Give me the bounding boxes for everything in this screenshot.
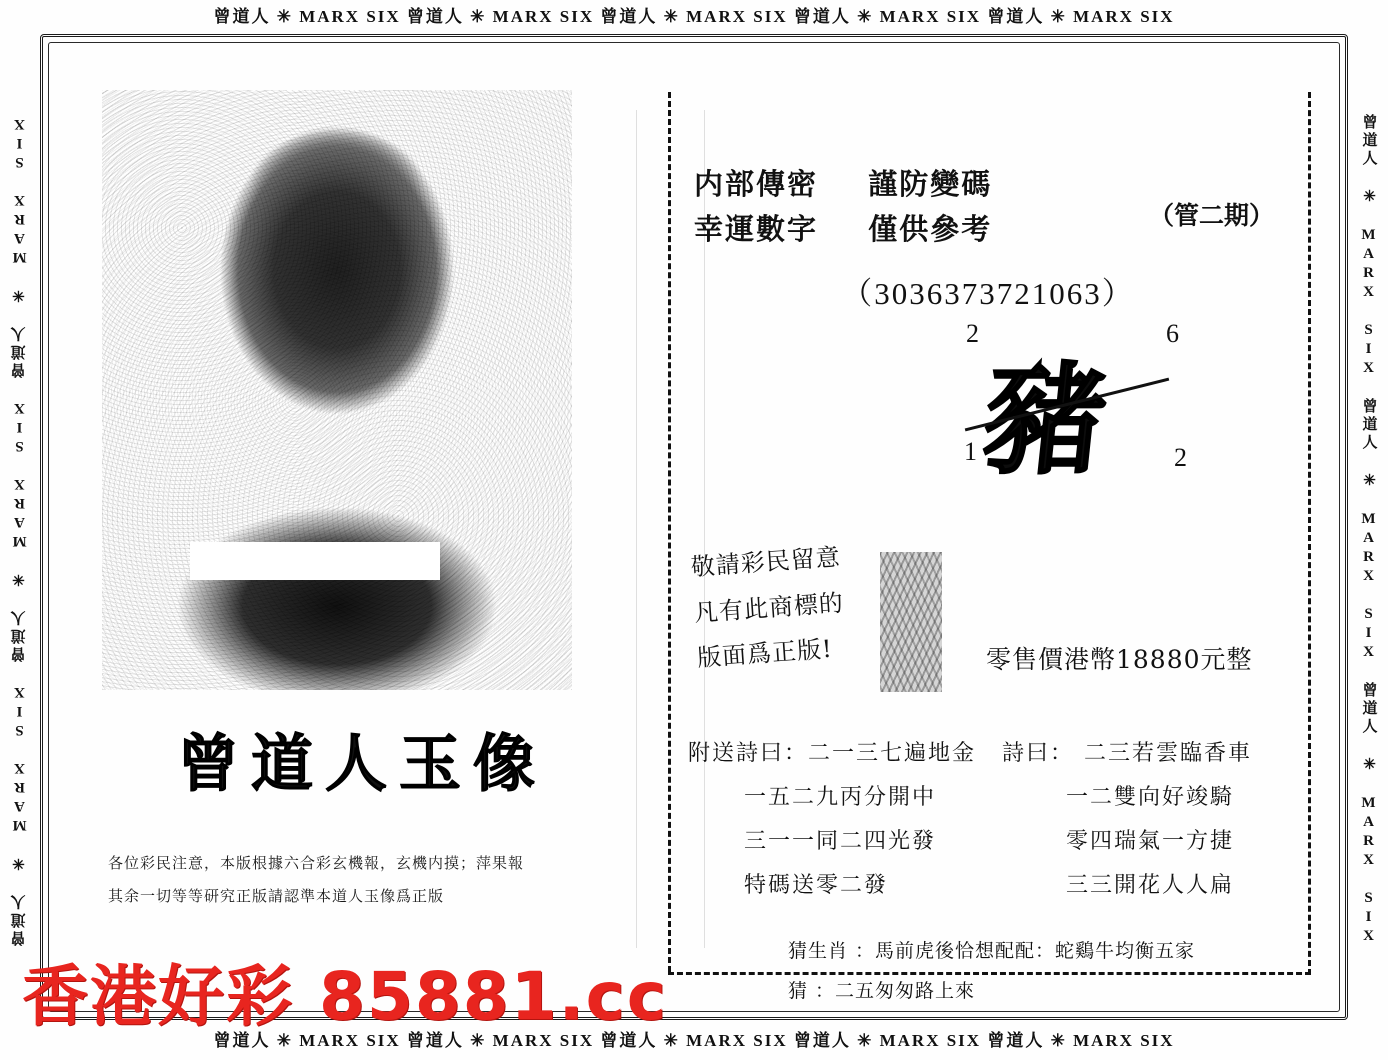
poem-left-line-1: 二一三七遍地金 (808, 741, 977, 766)
border-band-right: 曾道人 ✳ MARX SIX 曾道人 ✳ MARX SIX 曾道人 ✳ MARX SIX (1360, 113, 1377, 947)
poem-right-lead: 詩曰： (1002, 741, 1075, 766)
corner-number-top-right: 6 (1166, 318, 1179, 348)
poem-left-line (688, 732, 976, 776)
lucky-number-code: （3036373721063） (841, 275, 1135, 311)
poem-area (688, 732, 1294, 908)
poem-right (1002, 732, 1252, 908)
headline-row (694, 162, 1282, 252)
border-band-bottom: 曾道人 ✳ MARX SIX 曾道人 ✳ MARX SIX 曾道人 ✳ MARX SIX 曾道人 ✳ MARX SIX 曾道人 ✳ MARX SIX (213, 1031, 1175, 1050)
authenticity-notice (689, 535, 848, 682)
notice-line: 凡有此商標的 (693, 588, 845, 627)
photo-grain (102, 90, 572, 690)
corner-number-bottom-left: 1 (964, 436, 977, 466)
headline-part-a: 内部傳密 (694, 167, 819, 201)
border-band-top: 曾道人 ✳ MARX SIX 曾道人 ✳ MARX SIX 曾道人 ✳ MARX SIX 曾道人 ✳ MARX SIX 曾道人 ✳ MARX SIX (213, 7, 1175, 26)
fineprint (72, 847, 652, 913)
poem-left (688, 732, 976, 908)
headline-part-b: 謹防變碼 (868, 167, 993, 201)
headline-part-a: 幸運數字 (694, 211, 819, 246)
poem-left-line-4: 特碼送零二發 (744, 873, 889, 898)
notice-line: 敬請彩民留意 (689, 542, 842, 582)
notice-line: 版面爲正版! (696, 634, 834, 673)
photo-redaction-bar (190, 542, 440, 580)
guess-block (788, 932, 1195, 1012)
poem-left-lead: 附送詩曰： (688, 741, 809, 766)
info-panel (668, 92, 1311, 1002)
poem-right-line-4: 三三開花人人扁 (1066, 873, 1235, 898)
retail-price: 零售價港幣18880元整 (986, 645, 1253, 674)
poem-left-line-2: 一五二九丙分開中 (744, 785, 937, 810)
fineprint-line: 各位彩民注意，本版根據六合彩玄機報，玄機内摸；萍果報 (108, 854, 525, 872)
issue-label: （管二期） (1148, 201, 1274, 230)
poem-right-line-1: 二三若雲臨香車 (1084, 741, 1253, 766)
content-area (58, 50, 1330, 1008)
poem-right-line-3: 零四瑞氣一方捷 (1066, 829, 1235, 854)
trademark-stamp (880, 552, 942, 692)
brush-character: 豬 (977, 349, 1113, 491)
info-panel-inner (668, 92, 1308, 1002)
portrait-photo (102, 90, 572, 690)
portrait-title: 曾道人玉像 (176, 727, 547, 800)
fineprint-line: 其余一切等等研究正版請認準本道人玉像爲正版 (108, 887, 445, 905)
headline-line-1 (694, 162, 992, 207)
guess-line-1: 猜生肖 ：馬前虎後恰想配配：蛇鷄牛均衡五家 (788, 940, 1196, 962)
poem-right-line (1002, 732, 1252, 776)
headline-part-b: 僅供參考 (868, 211, 993, 246)
brush-character-block (694, 319, 1282, 509)
site-watermark: 香港好彩 85881.cc (22, 958, 668, 1035)
poem-right-line-2: 一二雙向好竣騎 (1066, 785, 1235, 810)
headline-line-2 (694, 207, 992, 252)
border-band-left: 曾道人 ✳ MARX SIX 曾道人 ✳ MARX SIX 曾道人 ✳ MARX SIX (11, 113, 28, 947)
corner-number-bottom-right: 2 (1174, 442, 1187, 472)
corner-number-top-left: 2 (966, 318, 979, 348)
portrait-column (72, 90, 652, 913)
headline (694, 162, 992, 252)
poem-left-line-3: 三一一同二四光發 (744, 829, 937, 854)
guess-line-2: 猜 ：二五匆匆路上來 (788, 979, 976, 1002)
